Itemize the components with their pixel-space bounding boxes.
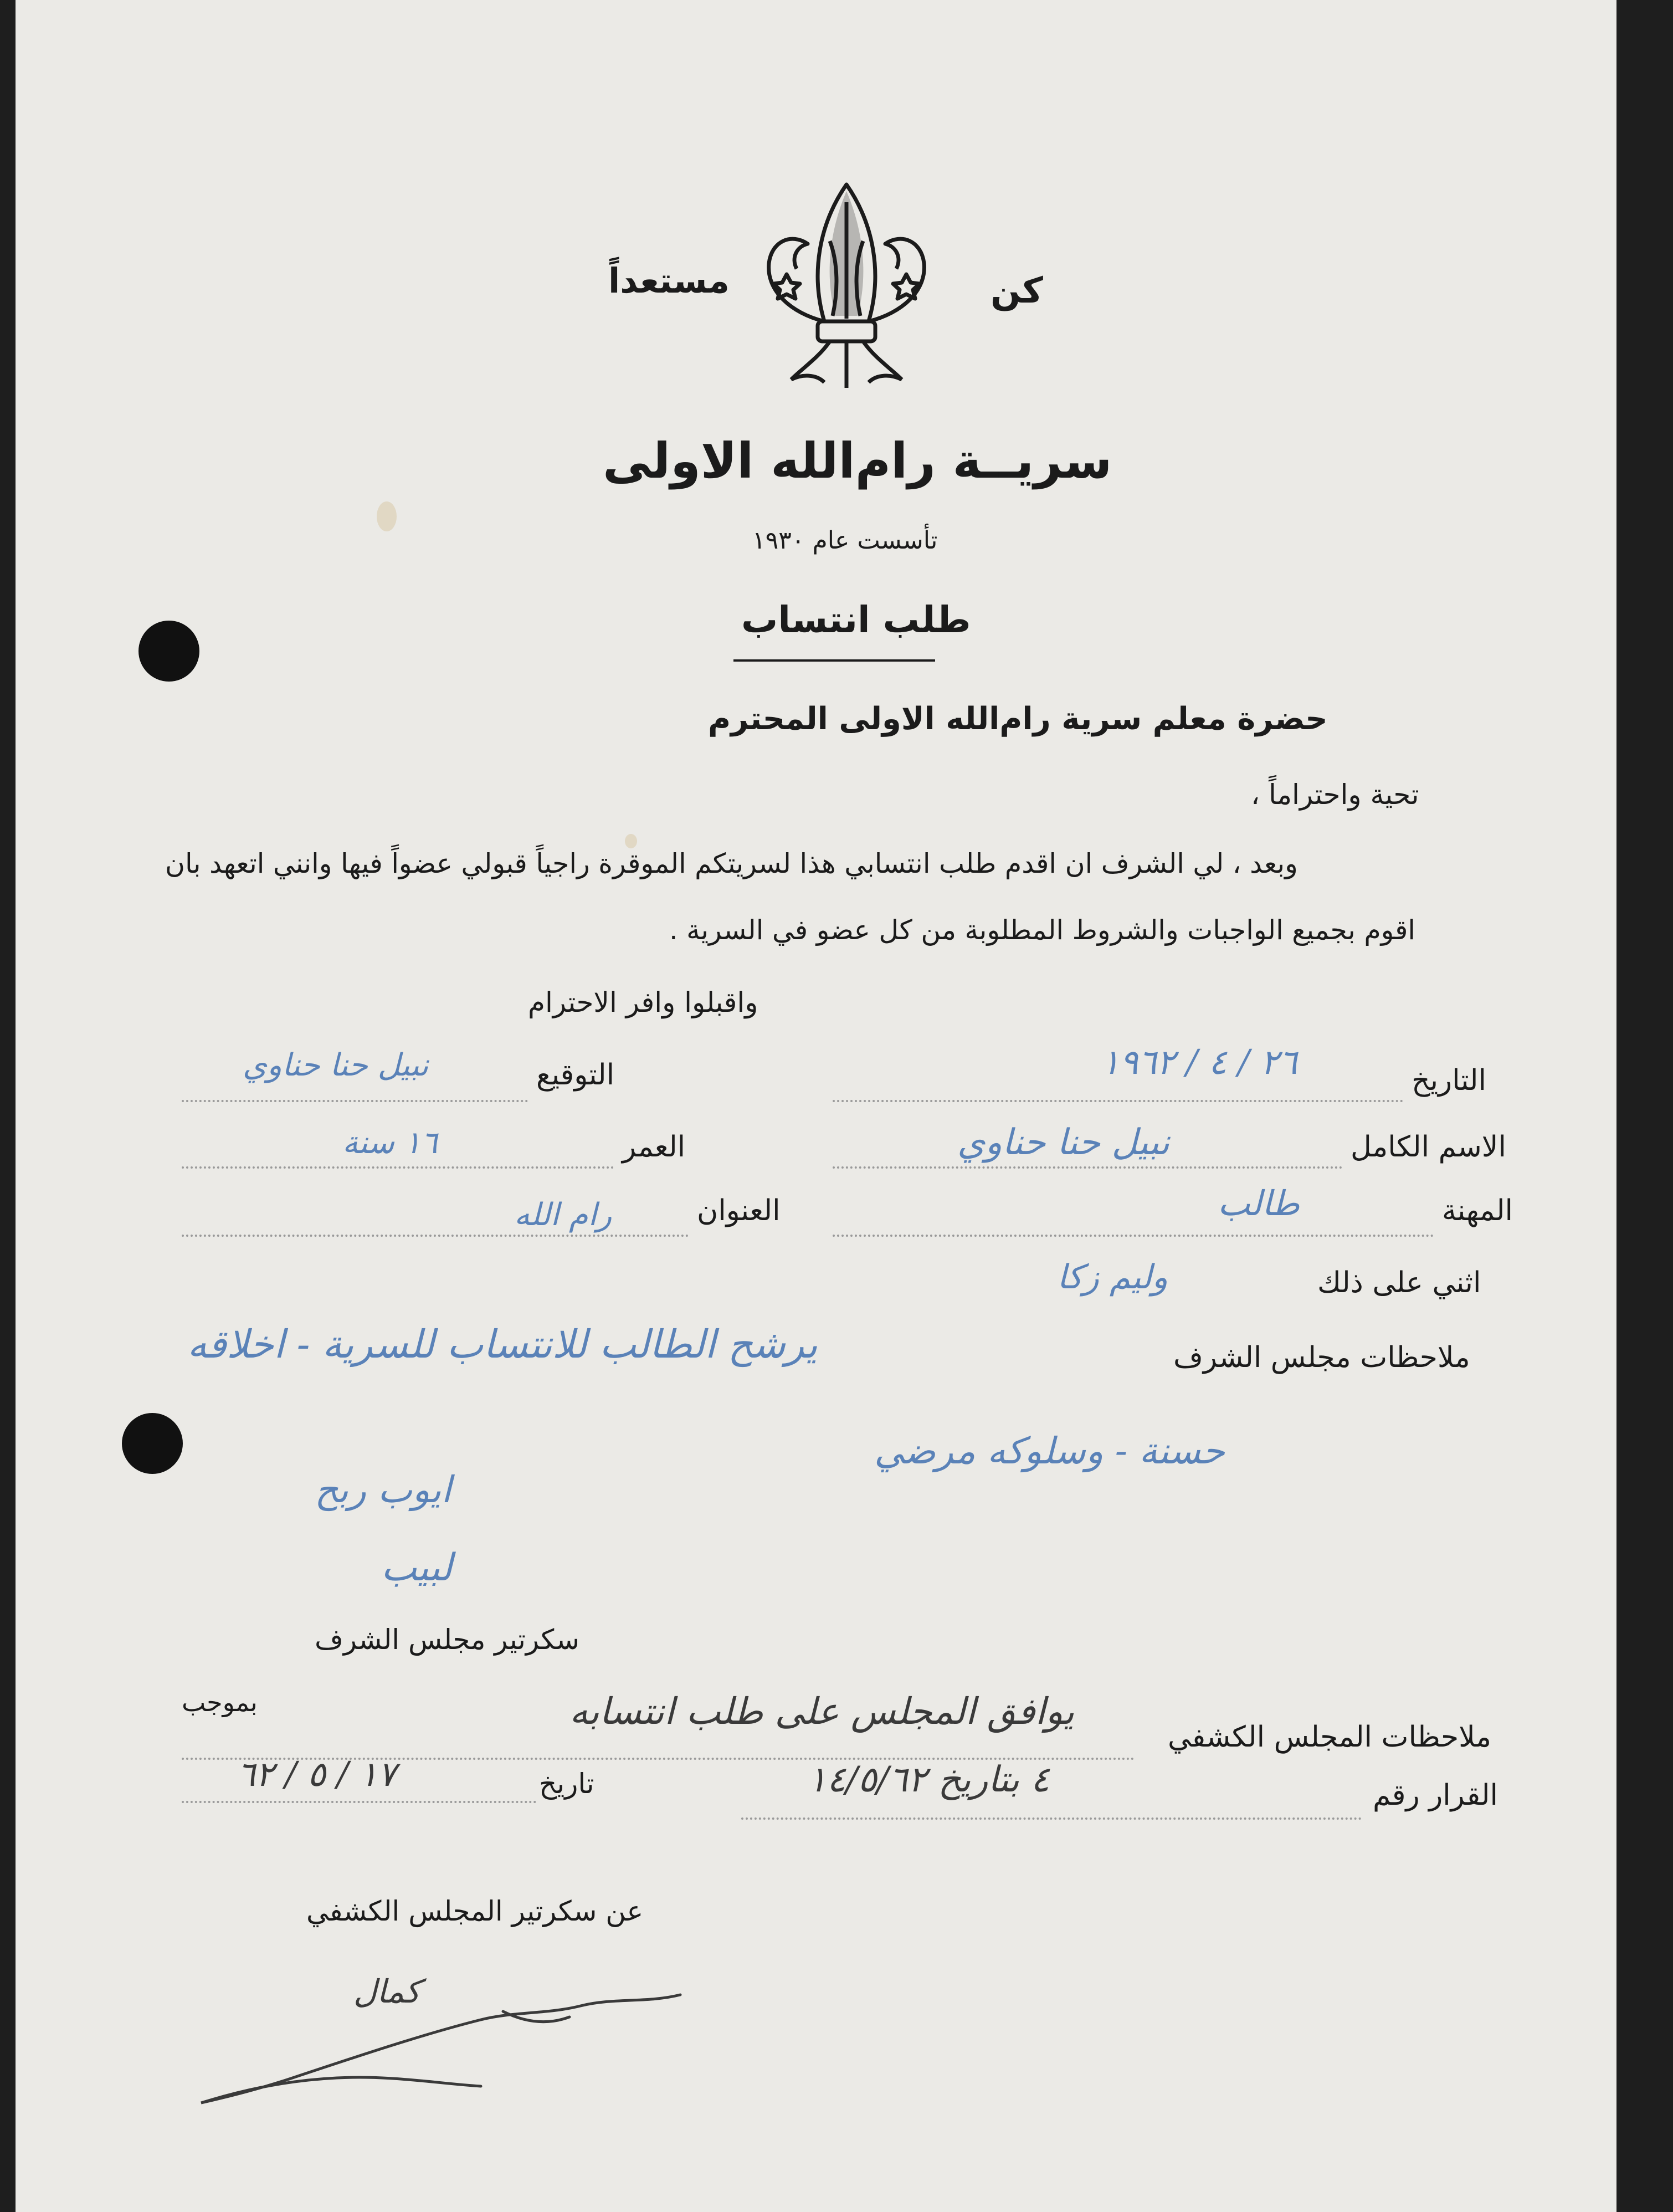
paper-stain [625, 834, 637, 848]
decision-date-label: تاريخ [539, 1768, 594, 1800]
letter-closing: واقبلوا وافر الاحترام [528, 986, 758, 1018]
honor-notes-label: ملاحظات مجلس الشرف [1173, 1341, 1470, 1374]
scout-secretary-label: عن سكرتير المجلس الكشفي [306, 1895, 644, 1927]
scout-notes-value: يوافق المجلس على طلب انتسابه [569, 1690, 1075, 1733]
age-line [182, 1166, 614, 1169]
profession-label: المهنة [1442, 1194, 1513, 1227]
honor-notes-line-2: حسنة - وسلوكه مرضي [874, 1430, 1225, 1472]
endorser-label: اثني على ذلك [1317, 1266, 1481, 1299]
date-line [833, 1100, 1403, 1102]
honor-signer-name: ايوب ربح [315, 1468, 451, 1511]
fleur-de-lis-icon [752, 180, 941, 396]
honor-secretary-label: سكرتير مجلس الشرف [315, 1624, 579, 1656]
address-line [182, 1235, 689, 1237]
scout-notes-label: ملاحظات المجلس الكشفي [1168, 1721, 1492, 1754]
addressee: حضرة معلم سرية رام‌الله الاولى المحترم [708, 701, 1328, 737]
signature-label: التوقيع [536, 1058, 615, 1092]
signature-value: نبيل حنا حناوي [243, 1047, 429, 1083]
signature-line [182, 1100, 528, 1102]
form-title: طلب انتساب [741, 598, 971, 641]
decision-label: القرار رقم [1373, 1779, 1498, 1812]
endorser-value: وليم زكا [1057, 1258, 1168, 1297]
motto-right: كن [991, 270, 1043, 311]
fullname-label: الاسم الكامل [1351, 1130, 1506, 1164]
paper-stain [377, 501, 397, 531]
address-label: العنوان [697, 1194, 781, 1227]
greeting: تحية واحتراماً ، [1251, 779, 1419, 811]
address-value: رام الله [514, 1197, 612, 1233]
title-underline [733, 659, 935, 662]
letter-body-line-1: وبعد ، لي الشرف ان اقدم طلب انتسابي هذا لسريتكم الموقرة راجياً قبولي عضواً فيها وانني اتعهد بان [165, 848, 1298, 879]
age-label: العمر [622, 1130, 686, 1164]
decision-line [741, 1817, 1362, 1820]
punch-hole-bottom [122, 1413, 183, 1474]
profession-value: طالب [1218, 1183, 1300, 1223]
decision-date-line [182, 1801, 536, 1803]
profession-line [833, 1235, 1434, 1237]
fullname-value: نبيل حنا حناوي [957, 1122, 1170, 1163]
letter-body-line-2: اقوم بجميع الواجبات والشروط المطلوبة من كل عضو في السرية . [669, 914, 1416, 946]
age-value: ١٦ سنة [342, 1125, 438, 1161]
founded-year: تأسست عام ١٩٣٠ [752, 526, 938, 555]
honor-signer-scrawl: لبيب [381, 1546, 453, 1590]
scout-secretary-scrawl: كمال [353, 1973, 420, 2010]
per-label: بموجب [182, 1687, 258, 1717]
scout-secretary-signature [193, 1973, 725, 2111]
org-name: سريــة رام‌الله الاولى [603, 432, 1112, 489]
honor-notes-line-1: يرشح الطالب للانتساب للسرية - اخلاقه [187, 1322, 818, 1367]
punch-hole-top [138, 621, 199, 682]
date-label: التاريخ [1412, 1064, 1486, 1097]
form-sheet [16, 0, 1616, 2212]
date-value: ٢٦ / ٤ / ١٩٦٢ [1101, 1042, 1297, 1082]
decision-date-value: ١٧ / ٥ / ٦٢ [237, 1754, 397, 1794]
fullname-line [833, 1166, 1342, 1169]
motto-left: مستعداً [608, 260, 730, 301]
decision-value: ٤ بتاريخ ١٤/٥/٦٢ [808, 1759, 1050, 1800]
